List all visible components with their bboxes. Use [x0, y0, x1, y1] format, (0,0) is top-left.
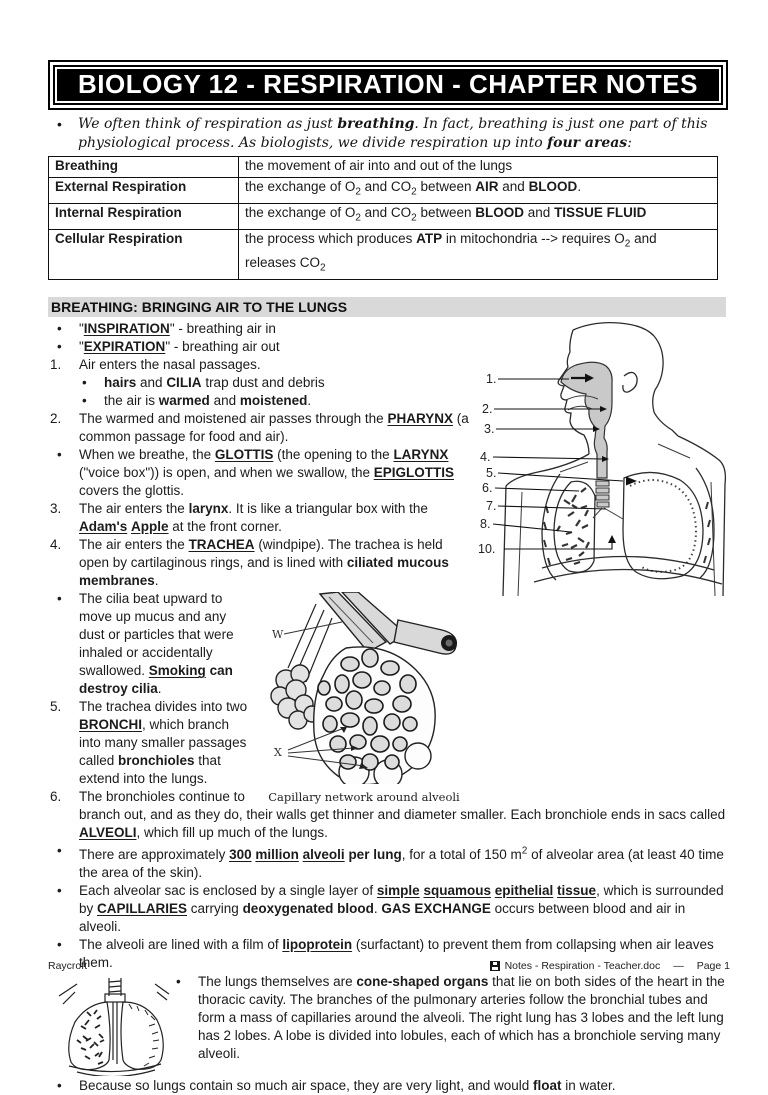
- diagram-number-label: 6.: [482, 481, 493, 496]
- list-text: The air enters the larynx. It is like a triangular box with the Adam's Apple at the front corner.: [79, 501, 428, 535]
- footer-author: Raycroft: [48, 960, 88, 972]
- list-marker: 1.: [50, 357, 62, 373]
- list-text: There are approximately 300 million alveoli per lung, for a total of 150 $m^2$ of alveolar area (at least 40 time the area of the skin).: [79, 845, 724, 880]
- intro-text: We often think of respiration as just breathing. In fact, breathing is just one part of this physiological process. As biologists, we divide respiration up into four areas:: [78, 116, 708, 151]
- list-marker: •: [82, 375, 87, 391]
- definition-cell: the process which produces ATP in mitochondria --> requires $O_2$ and releases $CO_2$: [239, 229, 718, 279]
- diagram-number-label: 5.: [486, 466, 497, 481]
- list-part-a: [48, 320, 728, 590]
- list-text: The alveoli are lined with a film of lipoprotein (surfactant) to prevent them from collapsing when air leaves them.: [79, 936, 714, 970]
- list-marker: •: [57, 843, 62, 859]
- list-marker: 3.: [50, 501, 62, 517]
- alveoli-label-x: X: [274, 746, 282, 760]
- lungs-note: [48, 973, 728, 1077]
- diagram-number-label: 3.: [484, 422, 495, 437]
- list-text: The cilia beat upward to move up mucus and any dust or particles that were inhaled or accidentally swallowed. Smoking can destroy cilia.: [79, 591, 234, 697]
- definitions-table: [48, 156, 718, 280]
- list-item: [48, 536, 728, 590]
- footer-docname: Notes - Respiration - Teacher.doc: [504, 960, 661, 972]
- intro-paragraph: [48, 115, 728, 153]
- page-footer: [48, 957, 730, 975]
- list-item: [48, 698, 728, 788]
- list-item: [48, 788, 728, 842]
- table-row: [49, 157, 718, 178]
- list-item: [48, 320, 728, 338]
- list-text: The air enters the TRACHEA (windpipe). The trachea is held open by cartilaginous rings, and is lined with ciliated mucous membranes.: [79, 537, 449, 589]
- list-item: [48, 842, 728, 882]
- term-cell: Breathing: [49, 157, 239, 178]
- diagram-number-label: 4.: [480, 450, 491, 465]
- bullet-marker: •: [57, 1077, 62, 1093]
- list-marker: •: [57, 936, 62, 952]
- list-marker: •: [82, 393, 87, 409]
- diagram-number-label: 8.: [480, 517, 491, 532]
- list-item: [48, 356, 728, 374]
- list-marker: •: [57, 321, 62, 337]
- definition-cell: the exchange of $O_2$ and $CO_2$ between BLOOD and TISSUE FLUID: [239, 203, 718, 229]
- table-row: [49, 229, 718, 279]
- diagram-number-label: 7.: [486, 499, 497, 514]
- floppy-disk-icon: [490, 961, 500, 971]
- list-text: Each alveolar sac is enclosed by a single layer of simple squamous epithelial tissue, which is surrounded by CAPILLARIES carrying deoxygenated blood. GAS EXCHANGE occurs between blood and air in alveoli.: [79, 882, 724, 934]
- bullet-marker: •: [176, 973, 181, 989]
- bullet-marker: •: [57, 116, 62, 132]
- diagram-number-label: 2.: [482, 402, 493, 417]
- list-part-b: [48, 590, 728, 972]
- page-content: [48, 60, 728, 1095]
- list-item: [48, 446, 728, 500]
- list-marker: 2.: [50, 411, 62, 427]
- list-item: [48, 882, 728, 936]
- list-marker: •: [57, 339, 62, 355]
- title-banner: [48, 60, 728, 110]
- definition-cell: the movement of air into and out of the lungs: [239, 157, 718, 178]
- table-row: [49, 177, 718, 203]
- lungs-note-text: The lungs themselves are cone-shaped organs that lie on both sides of the heart in the thoracic cavity. The branches of the pulmonary arteries follow the bronchial tubes and form a mass of capillaries around the alveoli. The right lung has 3 lobes and the left lung has 2 lobes. A lobe is divided into lobules, each of which has a bronchiole serving many alveoli.: [198, 973, 725, 1061]
- list-text: The warmed and moistened air passes through the PHARYNX (a common passage for food and air).: [79, 411, 469, 445]
- closing-note-text: Because so lungs contain so much air space, they are very light, and would float in water.: [79, 1077, 616, 1093]
- diagram-number-label: 1.: [486, 372, 497, 387]
- term-cell: Cellular Respiration: [49, 229, 239, 279]
- list-text: When we breathe, the GLOTTIS (the opening to the LARYNX ("voice box")) is open, and when we swallow, the EPIGLOTTIS covers the glottis.: [79, 447, 454, 499]
- definitions-table-body: [49, 157, 718, 280]
- list-marker: •: [57, 882, 62, 898]
- list-marker: •: [57, 591, 62, 607]
- definition-cell: the exchange of $O_2$ and $CO_2$ between AIR and BLOOD.: [239, 177, 718, 203]
- lungs-sketch: [57, 976, 175, 1076]
- list-item: [48, 410, 728, 446]
- list-text: The bronchioles continue to branch out, and as they do, their walls get thinner and diameter smaller. Each bronchiole ends in sacs called ALVEOLI, which fill up much of the lungs.: [79, 789, 726, 841]
- list-item: [48, 500, 728, 536]
- list-item: [48, 392, 728, 410]
- list-item: [48, 338, 728, 356]
- breathing-list: [48, 320, 728, 972]
- list-marker: 6.: [50, 789, 62, 805]
- term-cell: External Respiration: [49, 177, 239, 203]
- list-text: the air is warmed and moistened.: [104, 393, 312, 409]
- list-item: [48, 590, 728, 698]
- list-text: Air enters the nasal passages.: [79, 357, 261, 373]
- list-marker: •: [57, 447, 62, 463]
- page-title: BIOLOGY 12 - RESPIRATION - CHAPTER NOTES: [55, 67, 721, 103]
- diagram-caption: Capillary network around alveoli: [268, 790, 460, 805]
- diagram-number-label: 10.: [478, 542, 496, 557]
- list-text: The trachea divides into two BRONCHI, which branch into many smaller passages called bronchioles that extend into the lungs.: [79, 699, 248, 787]
- list-text: "INSPIRATION" - breathing air in: [79, 321, 276, 337]
- list-item: [48, 374, 728, 392]
- footer-page-number: Page 1: [696, 960, 730, 972]
- list-marker: 4.: [50, 537, 62, 553]
- closing-note: [48, 1077, 728, 1095]
- alveoli-label-w: W: [272, 628, 284, 642]
- term-cell: Internal Respiration: [49, 203, 239, 229]
- table-row: [49, 203, 718, 229]
- section-heading: BREATHING: BRINGING AIR TO THE LUNGS: [48, 297, 726, 317]
- list-text: hairs and CILIA trap dust and debris: [104, 375, 325, 391]
- list-text: "EXPIRATION" - breathing air out: [79, 339, 280, 355]
- footer-separator: —: [673, 960, 684, 972]
- list-marker: 5.: [50, 699, 62, 715]
